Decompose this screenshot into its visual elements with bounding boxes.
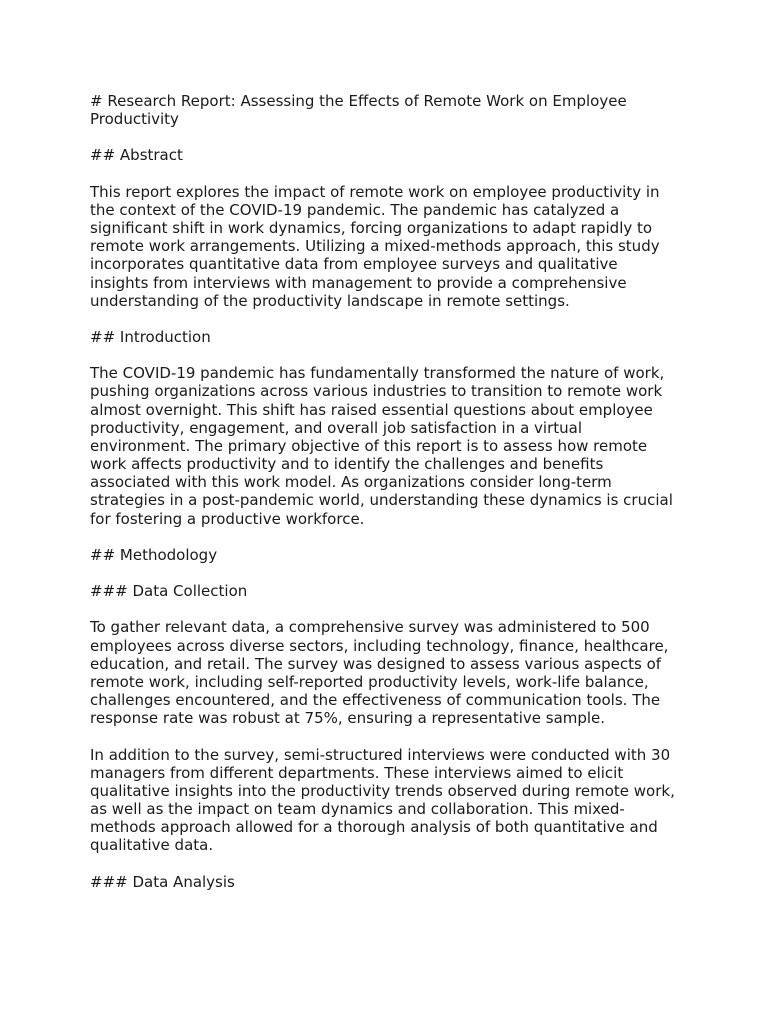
methodology-heading xyxy=(90,546,690,564)
text-line: employees across diverse sectors, including technology, finance, healthcare, xyxy=(90,636,669,655)
data-collection-paragraph-1 xyxy=(90,618,690,727)
text-line: This report explores the impact of remote work on employee productivity in xyxy=(90,182,660,201)
text-line: response rate was robust at 75%, ensuring a representative sample. xyxy=(90,709,606,728)
text-line: almost overnight. This shift has raised essential questions about employee xyxy=(90,400,653,419)
text-line: ## Methodology xyxy=(90,545,218,564)
text-line: productivity, engagement, and overall job satisfaction in a virtual xyxy=(90,418,582,437)
text-line: the context of the COVID-19 pandemic. The pandemic has catalyzed a xyxy=(90,200,620,219)
text-line: insights from interviews with management to provide a comprehensive xyxy=(90,273,627,292)
text-line: understanding of the productivity landscape in remote settings. xyxy=(90,291,570,310)
data-collection-heading xyxy=(90,582,690,600)
text-line: challenges encountered, and the effectiveness of communication tools. The xyxy=(90,691,661,710)
text-line: remote work, including self-reported productivity levels, work-life balance, xyxy=(90,672,649,691)
text-line: qualitative data. xyxy=(90,836,214,855)
text-line: significant shift in work dynamics, forcing organizations to adapt rapidly to xyxy=(90,219,653,238)
text-line: To gather relevant data, a comprehensive survey was administered to 500 xyxy=(90,618,650,637)
introduction-paragraph xyxy=(90,364,690,527)
text-line: The COVID-19 pandemic has fundamentally transformed the nature of work, xyxy=(90,364,665,383)
text-line: work affects productivity and to identify the challenges and benefits xyxy=(90,455,604,474)
document-title xyxy=(90,92,690,128)
document-page xyxy=(90,92,690,909)
abstract-heading xyxy=(90,146,690,164)
text-line: strategies in a post-pandemic world, understanding these dynamics is crucial xyxy=(90,491,673,510)
text-line: ## Abstract xyxy=(90,146,183,165)
text-line: # Research Report: Assessing the Effects of Remote Work on Employee xyxy=(90,92,627,110)
text-line: incorporates quantitative data from employee surveys and qualitative xyxy=(90,255,618,274)
abstract-paragraph xyxy=(90,183,690,310)
text-line: associated with this work model. As organizations consider long-term xyxy=(90,473,612,492)
text-line: managers from different departments. These interviews aimed to elicit xyxy=(90,763,624,782)
text-line: environment. The primary objective of this report is to assess how remote xyxy=(90,436,648,455)
data-collection-paragraph-2 xyxy=(90,746,690,855)
text-line: Productivity xyxy=(90,110,179,129)
text-line: methods approach allowed for a thorough analysis of both quantitative and xyxy=(90,818,658,837)
data-analysis-heading xyxy=(90,873,690,891)
text-line: as well as the impact on team dynamics and collaboration. This mixed- xyxy=(90,799,625,818)
text-line: qualitative insights into the productivity trends observed during remote work, xyxy=(90,781,675,800)
text-line: for fostering a productive workforce. xyxy=(90,509,365,528)
text-line: ## Introduction xyxy=(90,327,211,346)
text-line: ### Data Collection xyxy=(90,582,248,601)
text-line: remote work arrangements. Utilizing a mixed-methods approach, this study xyxy=(90,237,660,256)
text-line: pushing organizations across various industries to transition to remote work xyxy=(90,382,663,401)
introduction-heading xyxy=(90,328,690,346)
text-line: ### Data Analysis xyxy=(90,872,235,891)
text-line: In addition to the survey, semi-structured interviews were conducted with 30 xyxy=(90,745,671,764)
text-line: education, and retail. The survey was designed to assess various aspects of xyxy=(90,654,662,673)
